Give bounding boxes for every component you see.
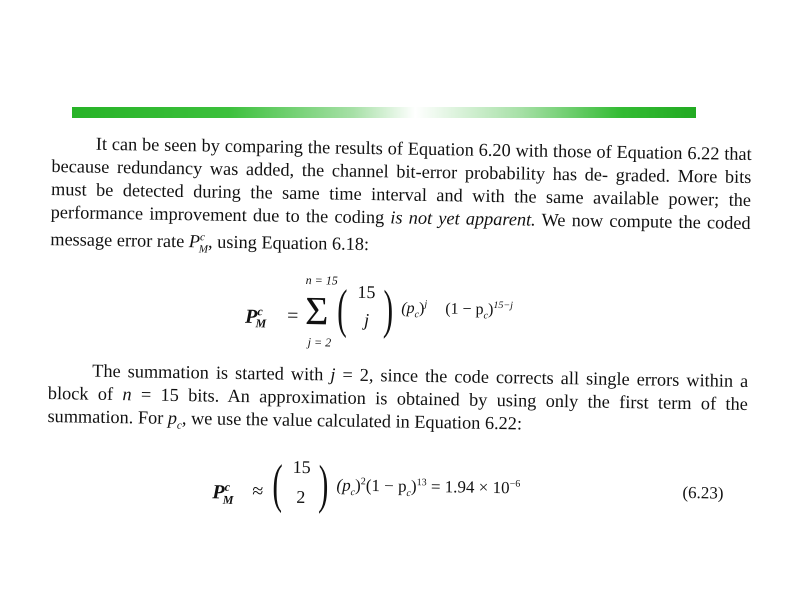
eq1-upper-limit: n = 15 xyxy=(305,272,338,288)
p1-line2: 6.22 that because redundancy was added, the channel bit-error probability has de- xyxy=(51,142,752,185)
p1-line3: graded. More bits must be detected during the same time interval and with the same xyxy=(50,164,752,208)
p2-line2-start: within a block of xyxy=(47,369,749,404)
p2-line3-end: , we use the value calculated in Equation 6.22: xyxy=(181,407,523,434)
eq2-binom-top: 15 xyxy=(292,457,311,478)
eq2-lhs: $P^c_M$ xyxy=(212,480,234,507)
equation-number: (6.23) xyxy=(682,483,724,503)
p2-line1-end: = 2, since the code corrects all single errors xyxy=(335,364,680,390)
eq1-left-paren: ( xyxy=(336,278,348,339)
equation-6-23 xyxy=(46,449,747,540)
eq2-expression: $(p_c)^2(1 - p_c)^{13} = 1.94 \times 10^{-6}$ xyxy=(336,475,521,500)
p2-line3-start: of the summation. For xyxy=(47,392,748,428)
green-header-bar xyxy=(72,107,696,118)
paragraph-1 xyxy=(50,132,752,270)
p1-line5-start: We now compute the coded message error rate xyxy=(50,209,751,252)
p2-line1-start: The summation is started with xyxy=(92,360,331,385)
eq2-right-paren: ) xyxy=(318,454,329,515)
eq2-approx: ≈ xyxy=(252,480,264,503)
eq1-right-paren: ) xyxy=(382,278,394,340)
p1-line4-emphasis: is not yet apparent. xyxy=(390,207,536,230)
eq1-lower-limit: j = 2 xyxy=(307,334,332,350)
eq1-binom-bottom: j xyxy=(363,309,370,330)
p1-line1: It can be seen by comparing the results of Equation 6.20 with those of Equation xyxy=(95,133,683,163)
p2-var-n: n xyxy=(122,383,132,405)
eq1-term2: $(1 - p_c)^{15-j}$ xyxy=(445,299,514,322)
eq1-binom-top: 15 xyxy=(357,281,376,302)
p2-var-pc: $p_c$ xyxy=(167,407,182,432)
p2-line2-end: = 15 bits. An approximation is obtained by using only the first term xyxy=(131,384,692,413)
eq1-lhs: $P^c_M$ xyxy=(244,303,267,331)
p1-line4-start: available power; the performance improvement due to the coding xyxy=(50,187,752,228)
p2-var-j: j xyxy=(330,364,336,385)
p1-inline-pm: $P^c_M$ xyxy=(188,231,209,256)
p1-line5-end: , using Equation 6.18: xyxy=(207,231,370,255)
eq2-left-paren: ( xyxy=(272,453,283,515)
textbook-excerpt xyxy=(46,132,752,540)
equation-summation xyxy=(49,271,750,364)
paragraph-2 xyxy=(47,359,748,447)
eq1-term1: $(p_c)^j$ xyxy=(401,298,428,321)
sigma-symbol: Σ xyxy=(304,287,329,334)
eq1-equals: = xyxy=(286,304,299,327)
eq2-binom-bottom: 2 xyxy=(296,487,306,508)
